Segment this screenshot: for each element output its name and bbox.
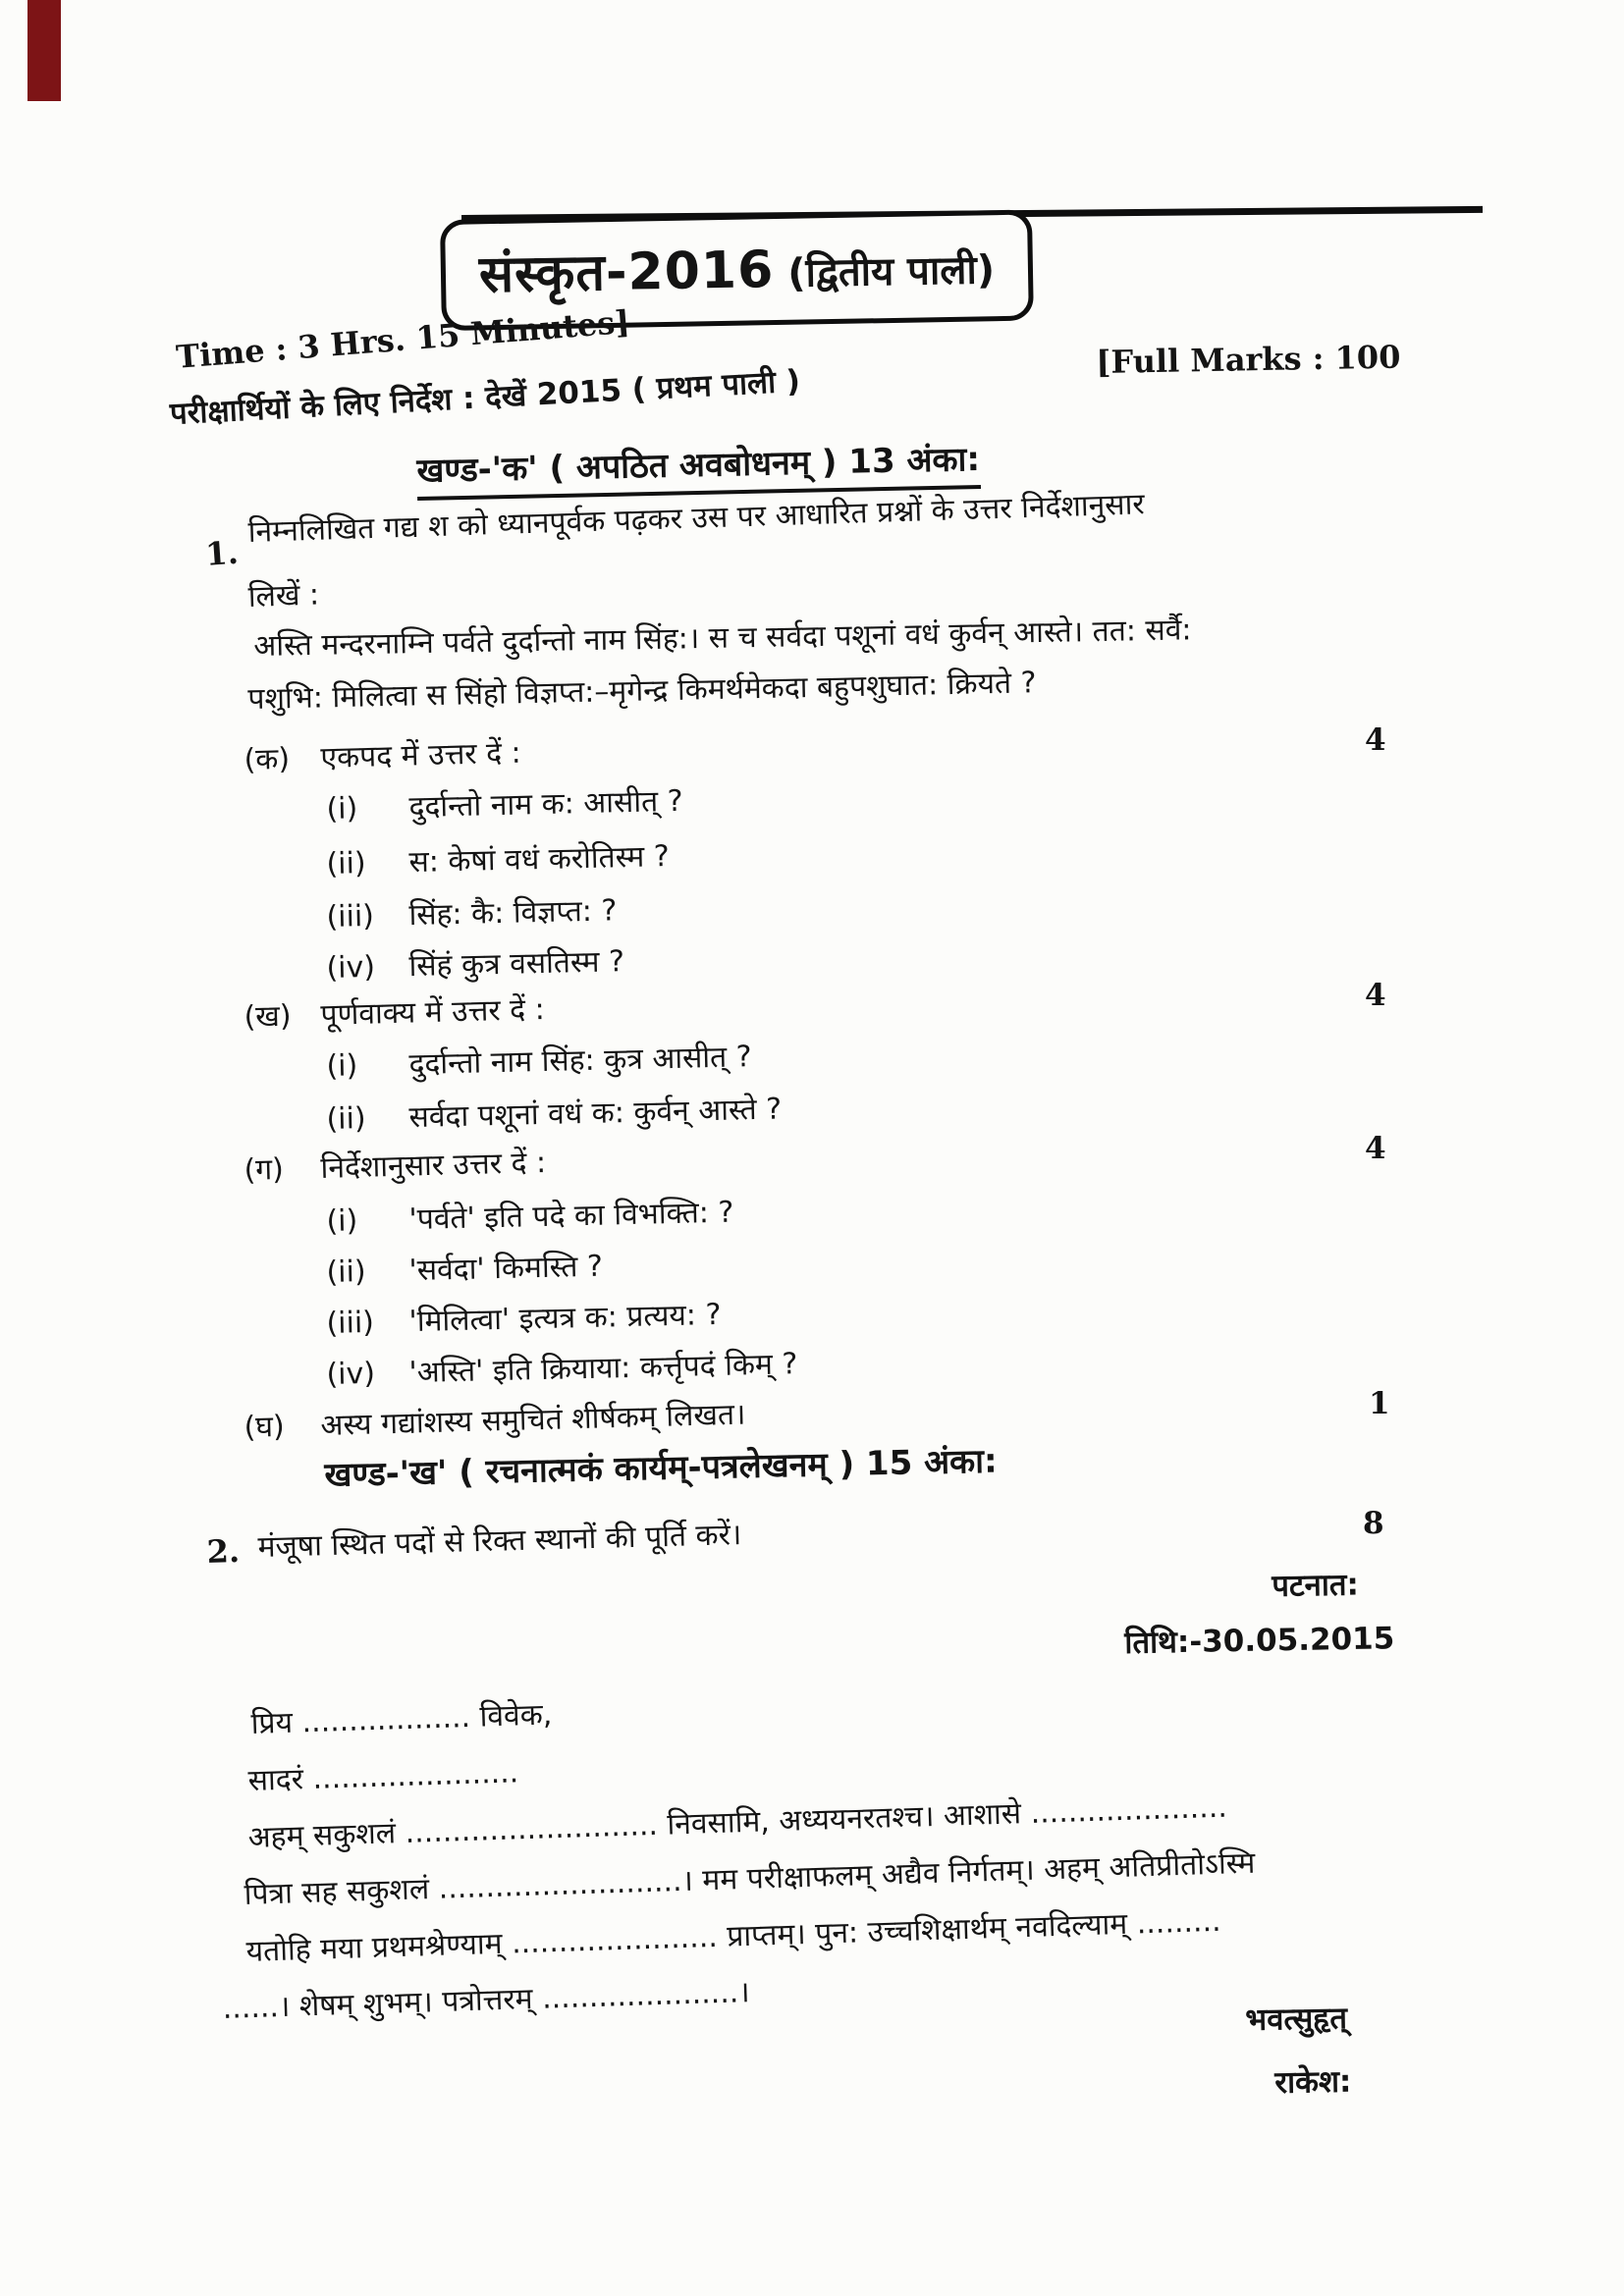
question-item	[326, 779, 683, 828]
question-item	[326, 834, 670, 882]
exam-title-session: (द्वितीय पाली)	[786, 247, 996, 296]
letter-line: अहम् सकुशलं ........................... निवसामि, अध्ययनरतश्च। आशासे .....................	[247, 1789, 1228, 1855]
question-item	[326, 939, 624, 987]
question-item	[326, 1191, 734, 1240]
item-number: (iv)	[326, 949, 376, 986]
letter-sign-off: भवत्सुहृत्	[1245, 2001, 1348, 2038]
exam-title: संस्कृत-2016	[478, 240, 775, 305]
item-text: 'सर्वदा' किमस्ति ?	[408, 1249, 604, 1289]
section-a-heading: खण्ड-'क' ( अपठित अवबोधनम् ) 13 अंका:	[416, 435, 981, 501]
item-text: सिंहं कुत्र वसतिस्म ?	[408, 944, 625, 985]
item-text: स: केषां वधं करोतिस्म ?	[408, 839, 671, 881]
question-item	[326, 1342, 798, 1393]
part-kha-title	[244, 988, 545, 1036]
candidate-instructions: परीक्षार्थियों के लिए निर्देश : देखें 2015 ( प्रथम पाली )	[169, 363, 801, 432]
item-number: (iii)	[326, 898, 375, 934]
part-kha-label: (ख)	[244, 998, 292, 1035]
item-number: (i)	[326, 791, 358, 827]
scan-red-stripe	[27, 0, 61, 101]
item-text: 'पर्वते' इति पदे का विभक्ति: ?	[408, 1195, 734, 1238]
part-ka-title	[244, 731, 521, 778]
question-1-intro-line1: निम्नलिखित गद्य श को ध्यानपूर्वक पढ़कर उस पर आधारित प्रश्नों के उत्तर निर्देशानुसार	[247, 487, 1146, 550]
part-gha-marks: 1	[1369, 1386, 1390, 1421]
item-text: 'अस्ति' इति क्रियाया: कर्त्तृपदं किम् ?	[408, 1347, 798, 1391]
question-2-number: 2.	[206, 1531, 241, 1571]
letter-line: सादरं ......................	[247, 1755, 519, 1798]
part-ka-title-text: एकपद में उत्तर दें :	[320, 735, 522, 775]
part-ka-label: (क)	[244, 741, 291, 777]
part-kha-marks: 4	[1365, 978, 1386, 1013]
item-number: (i)	[326, 1048, 358, 1084]
part-gha-title-text: अस्य गद्यांशस्य समुचितं शीर्षकम् लिखत।	[320, 1397, 746, 1443]
question-1-number: 1.	[204, 533, 240, 573]
item-number: (ii)	[326, 1101, 366, 1137]
item-text: दुर्दान्तो नाम सिंह: कुत्र आसीत् ?	[408, 1040, 752, 1083]
letter-line: यतोहि मया प्रथमश्रेण्याम् ...................... प्राप्तम्। पुन: उच्चशिक्षार्थम् नवदिल्याम् .........	[245, 1903, 1222, 1969]
letter-place: पटनात:	[1272, 1567, 1360, 1604]
letter-line: ......। शेषम् शुभम्। पत्रोत्तरम् .....................।	[222, 1975, 751, 2026]
question-item	[326, 1035, 752, 1085]
part-ka-marks: 4	[1365, 722, 1386, 758]
question-1-intro-line2: लिखें :	[247, 577, 320, 614]
item-number: (iv)	[326, 1356, 376, 1392]
question-2-marks: 8	[1363, 1506, 1384, 1541]
letter-line: प्रिय .................. विवेक,	[250, 1697, 553, 1741]
part-gha-label: (घ)	[244, 1409, 286, 1445]
time-allowed: Time : 3 Hrs. 15 Minutes]	[175, 302, 631, 376]
item-text: 'मिलित्वा' इत्यत्र क: प्रत्यय: ?	[408, 1297, 722, 1340]
part-ga-label: (ग)	[244, 1151, 285, 1188]
item-text: सिंह: कै: विज्ञप्त: ?	[408, 893, 618, 934]
item-number: (ii)	[326, 1255, 366, 1290]
item-number: (iii)	[326, 1305, 375, 1341]
item-number: (i)	[326, 1203, 358, 1239]
letter-signature: राकेश:	[1274, 2063, 1352, 2101]
part-ga-title-text: निर्देशानुसार उत्तर दें :	[320, 1145, 547, 1186]
item-number: (ii)	[326, 846, 366, 881]
part-ga-marks: 4	[1365, 1131, 1386, 1166]
section-b-heading: खण्ड-'ख' ( रचनात्मकं कार्यम्-पत्रलेखनम् ) 15 अंका:	[324, 1441, 998, 1495]
item-text: सर्वदा पशूनां वधं क: कुर्वन् आस्ते ?	[408, 1092, 783, 1136]
part-ga-title	[244, 1141, 547, 1189]
item-text: दुर्दान्तो नाम क: आसीत् ?	[408, 783, 683, 826]
question-item	[326, 1293, 722, 1342]
passage-line1: अस्ति मन्दरनाम्नि पर्वते दुर्दान्तो नाम सिंह:। स च सर्वदा पशूनां वधं कुर्वन् आस्ते। तत: सर्वै:	[253, 613, 1192, 664]
question-item	[326, 1245, 603, 1291]
passage-line2: पशुभि: मिलित्वा स सिंहो विज्ञप्त:–मृगेन्द्र किमर्थमेकदा बहुपशुघात: क्रियते ?	[247, 666, 1037, 717]
part-kha-title-text: पूर्णवाक्य में उत्तर दें :	[320, 991, 546, 1033]
letter-date: तिथि:-30.05.2015	[1124, 1621, 1395, 1661]
part-gha-title	[244, 1393, 746, 1446]
question-item	[326, 1087, 783, 1138]
question-2-text: मंजूषा स्थित पदों से रिक्त स्थानों की पूर्ति करें।	[257, 1518, 742, 1565]
question-item	[326, 888, 618, 935]
full-marks: [Full Marks : 100	[1096, 338, 1401, 381]
letter-line: पित्रा सह सकुशलं ..........................। मम परीक्षाफलम् अद्यैव निर्गतम्। अहम् अतिप्रीतोऽस्मि	[244, 1845, 1256, 1912]
